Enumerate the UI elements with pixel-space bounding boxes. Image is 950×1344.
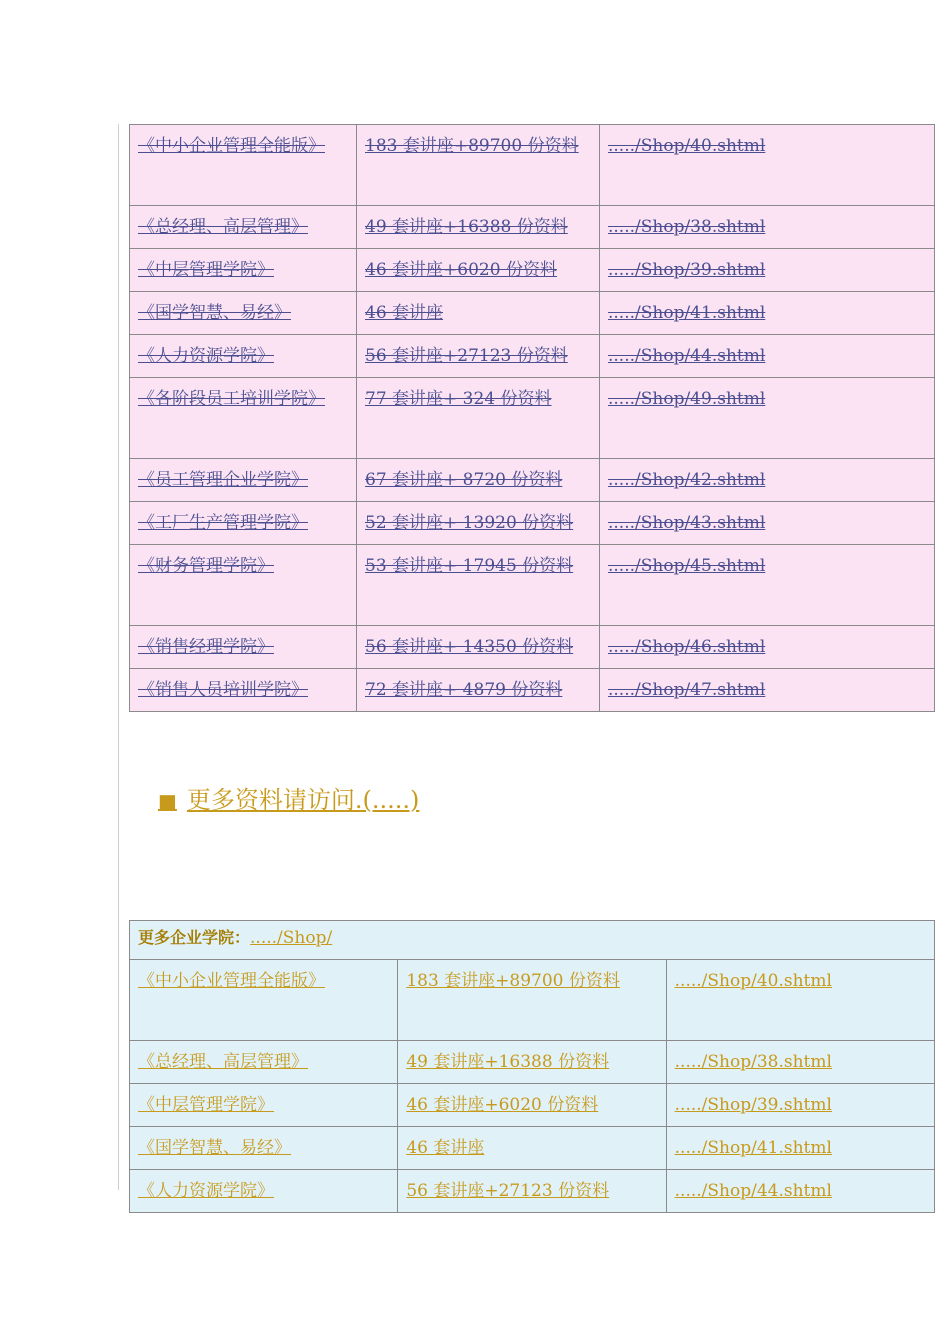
table-row: [130, 1127, 935, 1170]
course-url-link[interactable]: ...../Shop/41.shtml: [608, 303, 766, 323]
table-cell: [357, 626, 600, 669]
course-url-link[interactable]: ...../Shop/44.shtml: [674, 1181, 832, 1201]
more-resources-link[interactable]: 更多资料请访问.(.....): [186, 786, 420, 814]
table-cell: [600, 249, 935, 292]
table-row: [130, 335, 935, 378]
table-row: [130, 502, 935, 545]
more-colleges-label: 更多企业学院：: [138, 928, 251, 947]
table-cell: [600, 206, 935, 249]
table-cell: [130, 502, 357, 545]
table-row: [130, 378, 935, 459]
table-row: [130, 1084, 935, 1127]
table-cell: [130, 960, 398, 1041]
course-url-link[interactable]: ...../Shop/39.shtml: [608, 260, 766, 280]
table-cell: [130, 378, 357, 459]
left-margin-line: [118, 124, 119, 1190]
table-row: [130, 626, 935, 669]
course-url-link[interactable]: ...../Shop/38.shtml: [608, 217, 766, 237]
table-header-cell: [130, 921, 935, 960]
table-cell: [357, 669, 600, 712]
square-bullet-icon: ■: [158, 789, 177, 813]
table-cell: [130, 292, 357, 335]
course-count-link[interactable]: 49 套讲座+16388 份资料: [406, 1052, 610, 1072]
table-cell: [666, 1170, 934, 1213]
course-name-link[interactable]: 《财务管理学院》: [138, 556, 274, 576]
course-name-link[interactable]: 《总经理、高层管理》: [138, 1052, 308, 1072]
course-count-link[interactable]: 56 套讲座+27123 份资料: [365, 346, 568, 366]
table-cell: [130, 1170, 398, 1213]
course-count-link[interactable]: 67 套讲座+ 8720 份资料: [365, 470, 563, 490]
table-row: [130, 545, 935, 626]
course-count-link[interactable]: 72 套讲座+ 4879 份资料: [365, 680, 563, 700]
course-table-secondary-body: [130, 921, 935, 1213]
table-row: [130, 1170, 935, 1213]
course-name-link[interactable]: 《中小企业管理全能版》: [138, 136, 325, 156]
course-count-link[interactable]: 46 套讲座: [406, 1138, 485, 1158]
course-name-link[interactable]: 《各阶段员工培训学院》: [138, 389, 325, 409]
table-cell: [357, 459, 600, 502]
table-cell: [357, 125, 600, 206]
course-count-link[interactable]: 49 套讲座+16388 份资料: [365, 217, 568, 237]
course-count-link[interactable]: 53 套讲座+ 17945 份资料: [365, 556, 574, 576]
course-count-link[interactable]: 46 套讲座: [365, 303, 444, 323]
course-count-link[interactable]: 183 套讲座+89700 份资料: [406, 971, 620, 991]
course-url-link[interactable]: ...../Shop/47.shtml: [608, 680, 766, 700]
table-cell: [357, 292, 600, 335]
table-row: [130, 125, 935, 206]
table-cell: [357, 378, 600, 459]
table-cell: [357, 206, 600, 249]
table-cell: [357, 249, 600, 292]
table-cell: [666, 1127, 934, 1170]
table-cell: [600, 459, 935, 502]
table-row: [130, 1041, 935, 1084]
course-url-link[interactable]: ...../Shop/45.shtml: [608, 556, 766, 576]
table-cell: [600, 378, 935, 459]
table-cell: [398, 1127, 666, 1170]
course-name-link[interactable]: 《国学智慧、易经》: [138, 303, 291, 323]
table-cell: [600, 502, 935, 545]
table-row: [130, 960, 935, 1041]
course-name-link[interactable]: 《销售经理学院》: [138, 637, 274, 657]
table-cell: [130, 335, 357, 378]
course-name-link[interactable]: 《中小企业管理全能版》: [138, 971, 325, 991]
course-url-link[interactable]: ...../Shop/38.shtml: [674, 1052, 832, 1072]
course-name-link[interactable]: 《中层管理学院》: [138, 1095, 274, 1115]
course-name-link[interactable]: 《总经理、高层管理》: [138, 217, 308, 237]
course-url-link[interactable]: ...../Shop/39.shtml: [674, 1095, 832, 1115]
table-cell: [666, 1084, 934, 1127]
table-row: [130, 249, 935, 292]
course-count-link[interactable]: 56 套讲座+ 14350 份资料: [365, 637, 574, 657]
table-cell: [600, 125, 935, 206]
course-name-link[interactable]: 《国学智慧、易经》: [138, 1138, 291, 1158]
course-count-link[interactable]: 46 套讲座+6020 份资料: [406, 1095, 599, 1115]
table-cell: [130, 206, 357, 249]
table-cell: [600, 292, 935, 335]
table-cell: [398, 1170, 666, 1213]
table-cell: [600, 545, 935, 626]
course-url-link[interactable]: ...../Shop/42.shtml: [608, 470, 766, 490]
table-cell: [600, 335, 935, 378]
course-url-link[interactable]: ...../Shop/46.shtml: [608, 637, 766, 657]
course-count-link[interactable]: 183 套讲座+89700 份资料: [365, 136, 579, 156]
table-cell: [398, 1084, 666, 1127]
table-cell: [666, 960, 934, 1041]
table-cell: [398, 1041, 666, 1084]
table-cell: [357, 545, 600, 626]
table-cell: [398, 960, 666, 1041]
table-cell: [130, 1127, 398, 1170]
table-row: [130, 459, 935, 502]
course-url-link[interactable]: ...../Shop/40.shtml: [674, 971, 832, 991]
table-row: [130, 206, 935, 249]
table-cell: [357, 502, 600, 545]
course-count-link[interactable]: 46 套讲座+6020 份资料: [365, 260, 557, 280]
course-table-primary: [129, 124, 935, 712]
table-cell: [130, 1084, 398, 1127]
table-cell: [130, 626, 357, 669]
table-header-row: [130, 921, 935, 960]
table-cell: [130, 545, 357, 626]
table-row: [130, 292, 935, 335]
table-cell: [600, 669, 935, 712]
course-name-link[interactable]: 《人力资源学院》: [138, 346, 274, 366]
table-cell: [357, 335, 600, 378]
course-name-link[interactable]: 《人力资源学院》: [138, 1181, 274, 1201]
course-table-primary-body: [130, 125, 935, 712]
table-cell: [130, 669, 357, 712]
course-name-link[interactable]: 《员工管理企业学院》: [138, 470, 308, 490]
table-cell: [130, 459, 357, 502]
more-resources-line: [158, 780, 419, 815]
course-count-link[interactable]: 52 套讲座+ 13920 份资料: [365, 513, 574, 533]
course-name-link[interactable]: 《工厂生产管理学院》: [138, 513, 308, 533]
table-cell: [130, 125, 357, 206]
table-cell: [130, 249, 357, 292]
shop-index-link[interactable]: ...../Shop/: [250, 928, 333, 948]
course-url-link[interactable]: ...../Shop/43.shtml: [608, 513, 766, 533]
course-url-link[interactable]: ...../Shop/49.shtml: [608, 389, 766, 409]
course-count-link[interactable]: 77 套讲座+ 324 份资料: [365, 389, 552, 409]
course-url-link[interactable]: ...../Shop/44.shtml: [608, 346, 766, 366]
course-count-link[interactable]: 56 套讲座+27123 份资料: [406, 1181, 610, 1201]
table-cell: [600, 626, 935, 669]
course-name-link[interactable]: 《销售人员培训学院》: [138, 680, 308, 700]
course-name-link[interactable]: 《中层管理学院》: [138, 260, 274, 280]
course-url-link[interactable]: ...../Shop/41.shtml: [674, 1138, 832, 1158]
table-cell: [130, 1041, 398, 1084]
course-url-link[interactable]: ...../Shop/40.shtml: [608, 136, 766, 156]
course-table-secondary: [129, 920, 935, 1213]
table-cell: [666, 1041, 934, 1084]
table-row: [130, 669, 935, 712]
